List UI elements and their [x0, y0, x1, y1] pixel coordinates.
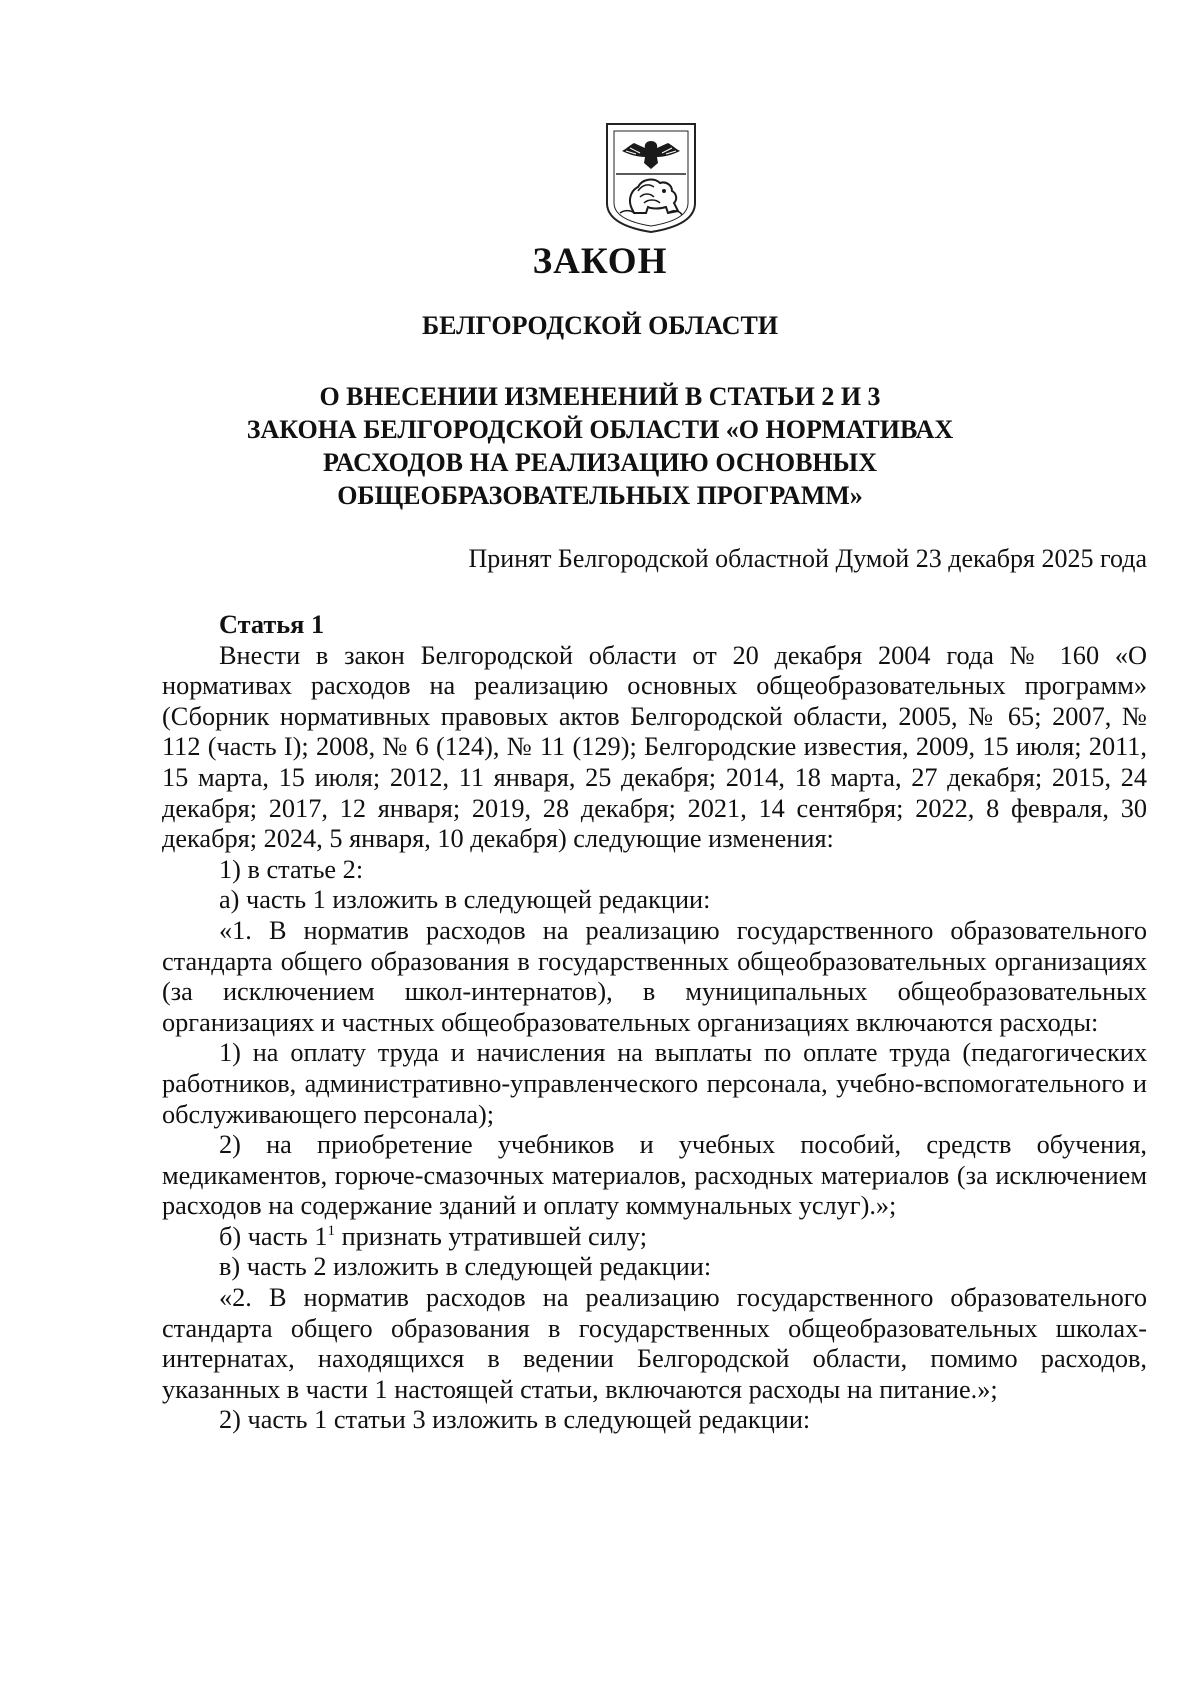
- quoted-subitem: 2) на приобретение учебников и учебных пособий, средств обучения, медикаментов, горюче-смазочных материалов, расходных материалов (за исключением расходов на содержание зданий и оплату коммунальных услуг).»;: [162, 1130, 1147, 1221]
- quoted-paragraph: «2. В норматив расходов на реализацию государственного образовательного стандарта общего образования в государственных общеобразовательных школах-интернатах, находящихся в ведении Белгородской области, помимо расходов, указанных в части 1 настоящей статьи, включаются расходы на питание.»;: [162, 1283, 1147, 1404]
- list-item: 1) в статье 2:: [219, 854, 364, 884]
- subject-line: ОБЩЕОБРАЗОВАТЕЛЬНЫХ ПРОГРАММ»: [337, 481, 863, 510]
- list-item: а) часть 1 изложить в следующей редакции:: [219, 885, 711, 915]
- adoption-note: Принят Белгородской областной Думой 23 декабря 2025 года: [468, 544, 1147, 573]
- article-heading: Статья 1: [219, 610, 325, 639]
- list-item: [162, 1222, 1147, 1253]
- article-body: [162, 610, 1147, 1436]
- quoted-paragraph: «1. В норматив расходов на реализацию государственного образовательного стандарта общего образования в государственных общеобразовательных организациях (за исключением школ-интернатов), в муниципальных общеобразовательных организациях и частных общеобразовательных организациях включаются расходы:: [162, 915, 1147, 1037]
- article-intro: Внести в закон Белгородской области от 20 декабря 2004 года № 160 «О нормативах расходов на реализацию основных общеобразовательных программ» (Сборник нормативных правовых актов Белгородской области, 2005, № 65; 2007, № 112 (часть I); 2008, № 6 (124), № 11 (129); Белгородские известия, 2009, 15 июля; 2011, 15 марта, 15 июля; 2012, 11 января, 25 декабря; 2014, 18 марта, 27 декабря; 2015, 24 декабря; 2017, 12 января; 2019, 28 декабря; 2021, 14 сентября; 2022, 8 февраля, 30 декабря; 2024, 5 января, 10 декабря) следующие изменения:: [162, 640, 1147, 854]
- quoted-subitem: 1) на оплату труда и начисления на выплаты по оплате труда (педагогических работников, административно-управленческого персонала, учебно-вспомогательного и обслуживающего персонала);: [162, 1038, 1147, 1129]
- document-type-title: ЗАКОН: [532, 241, 668, 282]
- list-item-text: б) часть 1: [219, 1221, 328, 1251]
- superscript: 1: [327, 1223, 335, 1240]
- belgorod-coat-of-arms-icon: [604, 121, 698, 235]
- coat-of-arms: [604, 121, 698, 235]
- region-title: БЕЛГОРОДСКОЙ ОБЛАСТИ: [421, 311, 779, 340]
- list-item: в) часть 2 изложить в следующей редакции:: [219, 1252, 712, 1282]
- list-item-text: признать утратившей силу;: [335, 1221, 648, 1251]
- law-subject-title: [0, 380, 1200, 512]
- subject-line: РАСХОДОВ НА РЕАЛИЗАЦИЮ ОСНОВНЫХ: [323, 448, 877, 477]
- subject-line: ЗАКОНА БЕЛГОРОДСКОЙ ОБЛАСТИ «О НОРМАТИВАХ: [246, 415, 954, 444]
- list-item: 2) часть 1 статьи 3 изложить в следующей редакции:: [219, 1405, 811, 1435]
- subject-line: О ВНЕСЕНИИ ИЗМЕНЕНИЙ В СТАТЬИ 2 И 3: [319, 382, 881, 411]
